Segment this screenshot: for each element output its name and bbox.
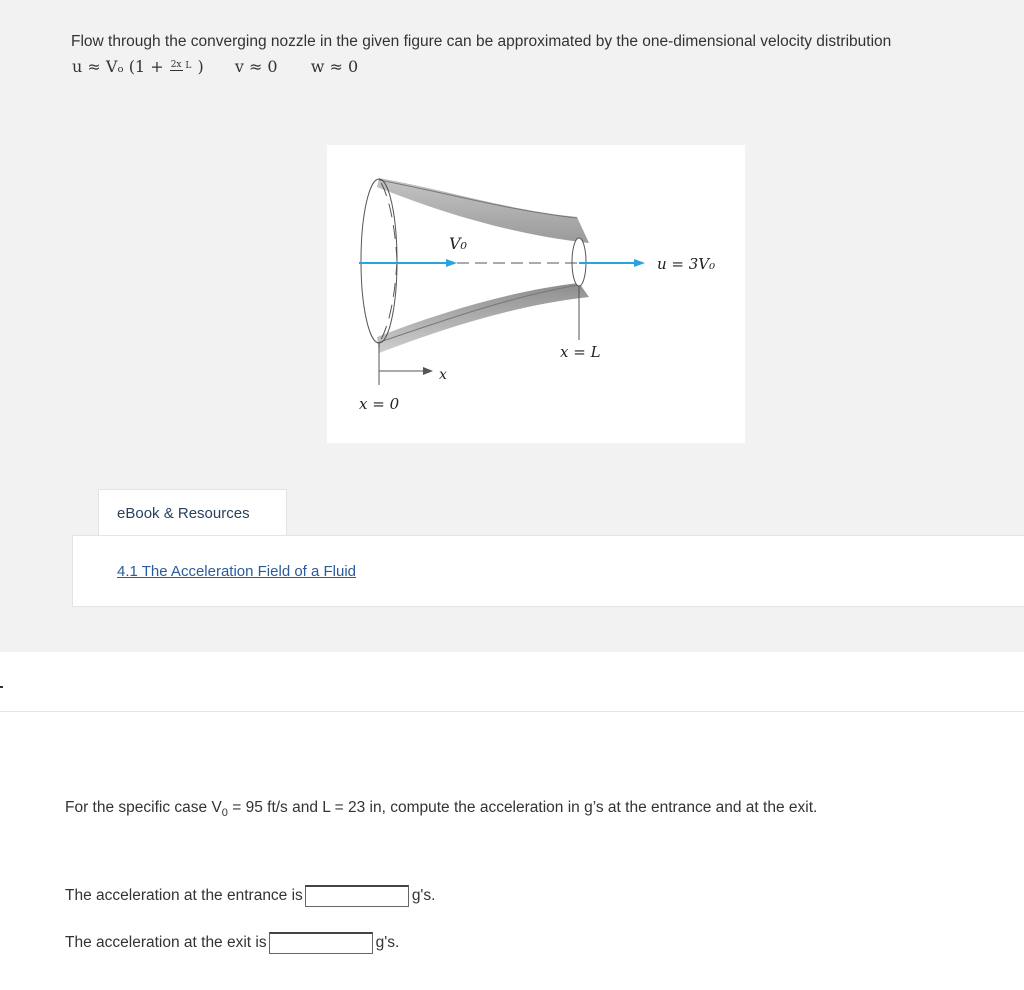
- velocity-equation: [72, 56, 358, 76]
- fraction-numerator: 2x: [170, 60, 182, 71]
- exit-answer-unit: g's.: [375, 934, 400, 951]
- entrance-answer-label: The acceleration at the entrance is: [65, 887, 303, 904]
- exit-acceleration-input[interactable]: [269, 932, 373, 954]
- resource-link-acceleration-field[interactable]: 4.1 The Acceleration Field of a Fluid: [117, 563, 357, 580]
- question-suffix: = 95 ft/s and L = 23 in, compute the acceleration in g’s at the entrance and at the exit.: [227, 799, 818, 816]
- tab-ebook-resources-label: eBook & Resources: [117, 505, 250, 522]
- equation-u-prefix: u ≈ Vₒ (1 +: [72, 57, 164, 76]
- label-u-exit: u = 3V₀: [657, 255, 716, 273]
- label-x-axis: x: [439, 367, 447, 383]
- equation-v: v ≈ 0: [234, 57, 278, 76]
- equation-w: w ≈ 0: [310, 57, 359, 76]
- label-v0: V₀: [449, 234, 467, 253]
- nozzle-bottom-wall: [377, 283, 589, 353]
- nozzle-diagram: [327, 145, 745, 443]
- tab-ebook-resources[interactable]: [98, 489, 287, 536]
- exit-answer-label: The acceleration at the exit is: [65, 934, 267, 951]
- equation-fraction: [170, 61, 192, 72]
- question-text: [65, 799, 817, 819]
- label-xL: x = L: [560, 343, 601, 361]
- entrance-acceleration-input[interactable]: [305, 885, 409, 907]
- question-prefix: For the specific case V: [65, 799, 222, 816]
- equation-u-suffix: ): [197, 57, 204, 76]
- problem-intro: Flow through the converging nozzle in the given figure can be approximated by the one-dimensional velocity distribution: [71, 33, 892, 50]
- question-subscript: 0: [221, 807, 228, 820]
- entrance-answer-unit: g's.: [411, 887, 436, 904]
- nozzle-top-wall: [377, 178, 589, 243]
- entrance-answer-row: [65, 885, 435, 907]
- exit-answer-row: [65, 932, 399, 954]
- nozzle-figure: [327, 145, 745, 443]
- fraction-denominator: L: [185, 60, 192, 71]
- section-divider: [0, 711, 1024, 712]
- entrance-ellipse: [361, 179, 397, 343]
- resources-panel: [72, 535, 1024, 607]
- divider-marker: [0, 686, 3, 688]
- label-x0: x = 0: [359, 395, 400, 413]
